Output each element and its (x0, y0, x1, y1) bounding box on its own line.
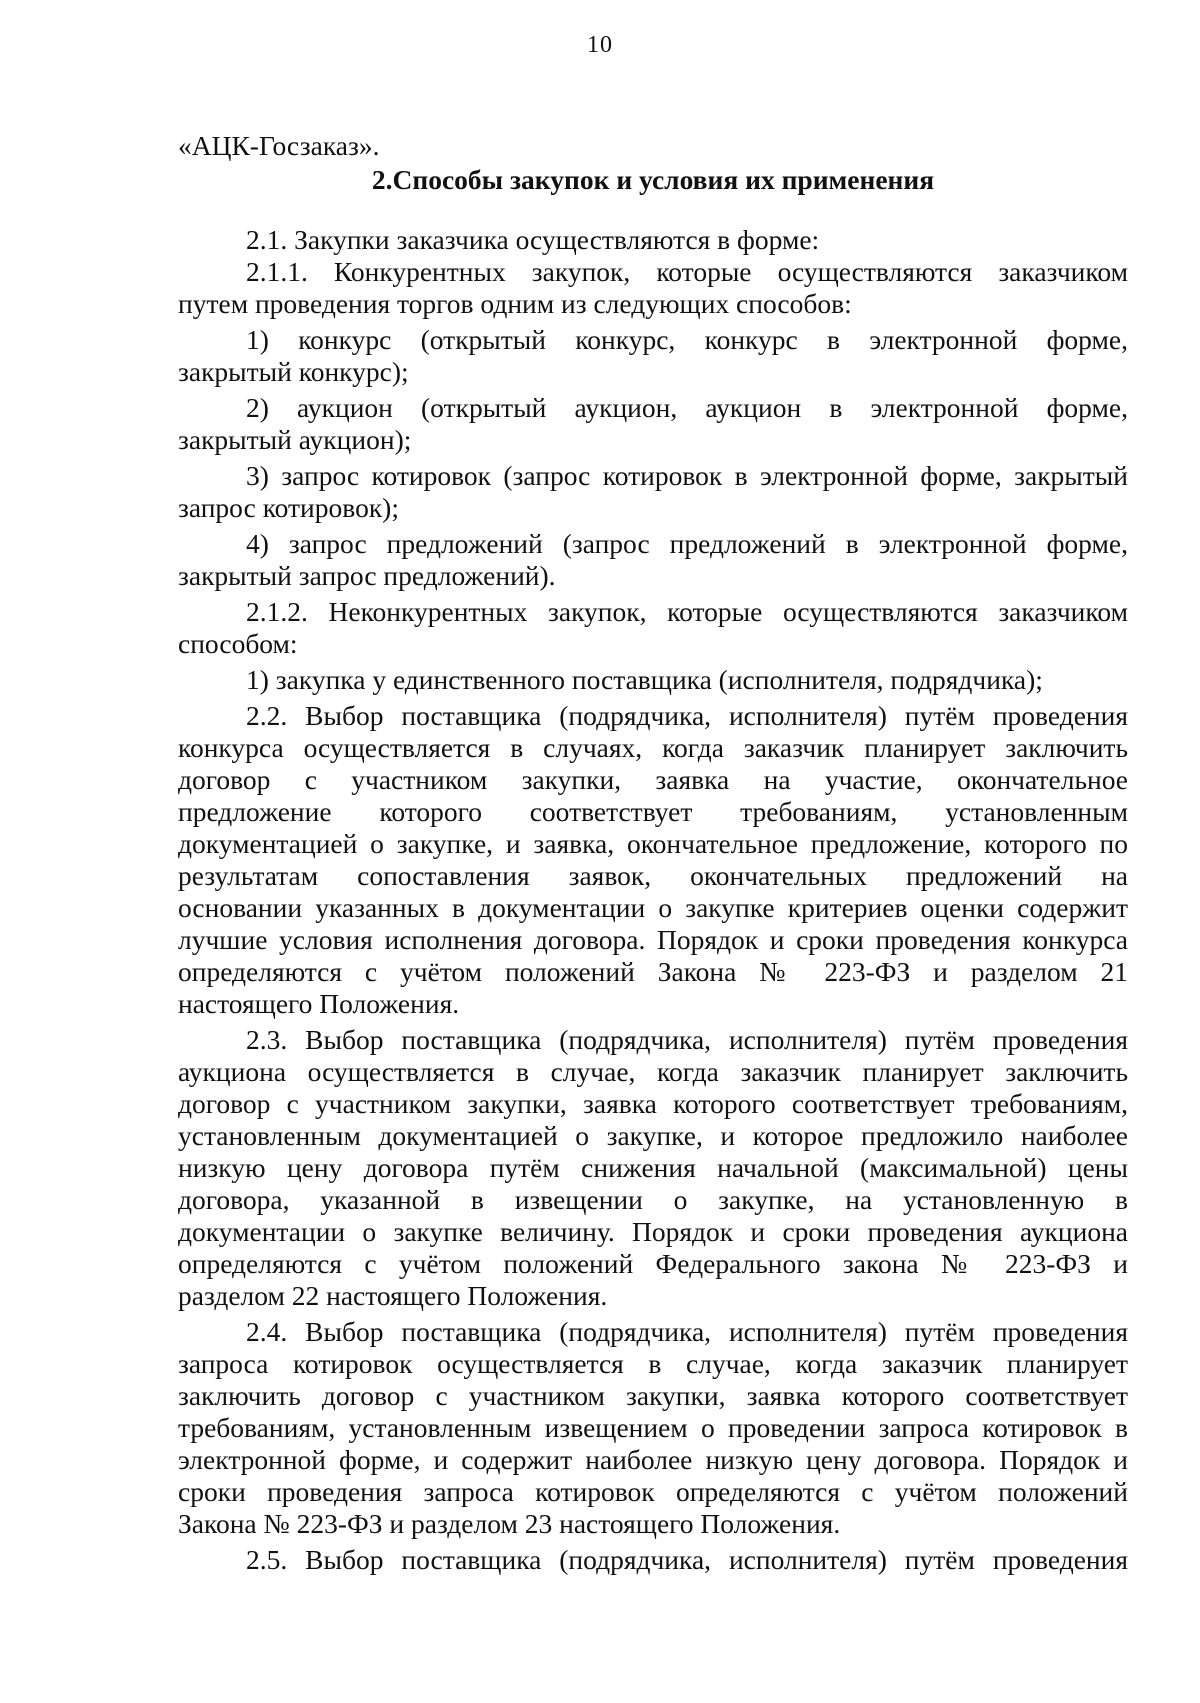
list-item-line: запрос котировок); (178, 492, 399, 523)
text-line: заключить договор с участником закупки, заявка которого соответствует (178, 1380, 1128, 1411)
text-line: 2.1. Закупки заказчика осуществляются в форме: (246, 224, 820, 255)
text-line: электронной форме, и содержит наиболее низкую цену договора. Порядок и (178, 1444, 1128, 1475)
text-line: определяются с учётом положений Федерального закона № 223-ФЗ и (178, 1248, 1128, 1279)
text-line: договор с участником закупки, заявка на участие, окончательное (178, 764, 1128, 795)
text-line: способом: (178, 628, 298, 659)
text-line: аукциона осуществляется в случае, когда заказчик планирует заключить (178, 1056, 1128, 1087)
text-line: 2.2. Выбор поставщика (подрядчика, исполнителя) путём проведения (246, 700, 1128, 731)
text-line: документации о закупке величину. Порядок и сроки проведения аукциона (178, 1216, 1128, 1247)
page-number: 10 (587, 32, 613, 58)
text-line: определяются с учётом положений Закона № 223-ФЗ и разделом 21 (178, 956, 1128, 987)
list-item-line: 3) запрос котировок (запрос котировок в электронной форме, закрытый (246, 460, 1128, 491)
document-body (178, 130, 1128, 1576)
text-line: договор с участником закупки, заявка которого соответствует требованиям, (178, 1088, 1128, 1119)
text-line: конкурса осуществляется в случаях, когда заказчик планирует заключить (178, 732, 1128, 763)
text-line: путем проведения торгов одним из следующих способов: (178, 288, 852, 319)
list-item-line: закрытый конкурс); (178, 356, 409, 387)
text-line: предложение которого соответствует требованиям, установленным (178, 796, 1128, 827)
list-item-line: 4) запрос предложений (запрос предложений в электронной форме, (246, 528, 1128, 559)
text-line: 2.1.1. Конкурентных закупок, которые осуществляются заказчиком (246, 256, 1128, 287)
list-item-line: закрытый аукцион); (178, 424, 412, 455)
list-item-line: закрытый запрос предложений). (178, 560, 556, 591)
text-line: 2.4. Выбор поставщика (подрядчика, исполнителя) путём проведения (246, 1316, 1128, 1347)
text-line: сроки проведения запроса котировок определяются с учётом положений (178, 1476, 1128, 1507)
text-line: Закона № 223-ФЗ и разделом 23 настоящего Положения. (178, 1508, 841, 1539)
text-line: «АЦК-Госзаказ». (178, 130, 380, 161)
text-line: основании указанных в документации о закупке критериев оценки содержит (178, 892, 1128, 923)
text-line: разделом 22 настоящего Положения. (178, 1280, 608, 1311)
text-line: лучшие условия исполнения договора. Порядок и сроки проведения конкурса (178, 924, 1128, 955)
list-item-line: 1) закупка у единственного поставщика (исполнителя, подрядчика); (246, 664, 1043, 695)
text-line: договора, указанной в извещении о закупке, на установленную в (178, 1184, 1128, 1215)
list-item-line: 1) конкурс (открытый конкурс, конкурс в электронной форме, (246, 324, 1128, 355)
text-line: запроса котировок осуществляется в случае, когда заказчик планирует (178, 1348, 1128, 1379)
text-line: установленным документацией о закупке, и которое предложило наиболее (178, 1120, 1128, 1151)
text-line: 2.3. Выбор поставщика (подрядчика, исполнителя) путём проведения (246, 1024, 1128, 1055)
text-line: 2.5. Выбор поставщика (подрядчика, исполнителя) путём проведения (246, 1544, 1128, 1575)
text-line: документацией о закупке, и заявка, окончательное предложение, которого по (178, 828, 1128, 859)
text-line: настоящего Положения. (178, 988, 460, 1019)
text-line: результатам сопоставления заявок, окончательных предложений на (178, 860, 1128, 891)
list-item-line: 2) аукцион (открытый аукцион, аукцион в электронной форме, (246, 392, 1128, 423)
text-line: низкую цену договора путём снижения начальной (максимальной) цены (178, 1152, 1128, 1183)
text-line: 2.1.2. Неконкурентных закупок, которые осуществляются заказчиком (246, 596, 1128, 627)
section-heading: 2.Способы закупок и условия их применения (371, 164, 935, 195)
text-line: требованиям, установленным извещением о проведении запроса котировок в (178, 1412, 1128, 1443)
